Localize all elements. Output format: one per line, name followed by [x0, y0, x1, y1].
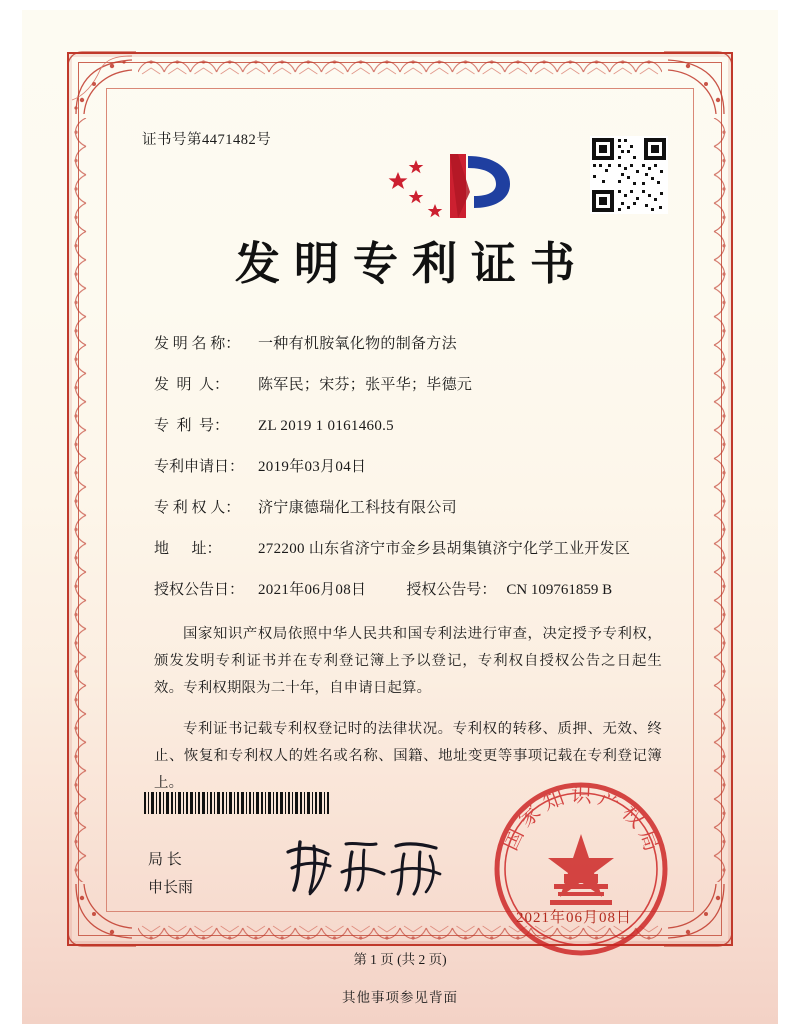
field-value: ZL 2019 1 0161460.5 — [258, 418, 394, 434]
field-label: 发 明 人： — [154, 377, 230, 393]
official-seal-icon — [492, 780, 670, 958]
certificate-content — [142, 128, 668, 812]
ornament-edge-top — [138, 54, 662, 76]
field-label: 专 利 号： — [154, 418, 230, 434]
seal-date: 2021年06月08日 — [516, 910, 633, 926]
certificate-paper — [22, 10, 778, 1024]
ornament-corner-bottom-right — [662, 882, 734, 948]
ornament-corner-bottom-left — [66, 882, 138, 948]
director-label: 局 长 — [148, 852, 182, 868]
field-label: 专 利 权 人： — [154, 500, 241, 516]
handwritten-signature-icon — [280, 832, 460, 902]
paragraph-2: 专利证书记载专利权登记时的法律状况。专利权的转移、质押、无效、终止、恢复和专利权人的姓名或名称、国籍、地址变更等事项记载在专利登记簿上。 — [154, 721, 662, 792]
field-label: 专利申请日： — [154, 459, 245, 475]
field-value: 2019年03月04日 — [258, 459, 367, 475]
field-value: 一种有机胺氧化物的制备方法 — [258, 336, 457, 352]
page-indicator: 第 1 页 (共 2 页) — [353, 952, 447, 967]
field-label: 授权公告日： — [154, 582, 245, 598]
field-address — [154, 537, 668, 558]
field-inventors — [154, 373, 668, 394]
director-name: 申长雨 — [148, 880, 194, 896]
page-title: 发明专利证书 — [234, 237, 589, 290]
field-label: 发 明 名 称： — [154, 336, 241, 352]
field-label-secondary: 授权公告号： — [406, 582, 497, 598]
ornament-edge-left — [68, 118, 90, 882]
certificate-number: 证书号第4471482号 — [142, 132, 272, 148]
director-block — [148, 846, 193, 902]
field-grant-announcement — [154, 578, 668, 599]
footer-note: 其他事项参见背面 — [342, 990, 458, 1005]
cnipa-logo-icon — [388, 146, 538, 224]
field-value: 陈军民；宋芬；张平华；毕德元 — [258, 377, 473, 393]
field-label: 地 址： — [154, 541, 222, 557]
field-value: 2021年06月08日 — [258, 582, 367, 598]
barcode-icon — [144, 792, 332, 814]
field-patentee — [154, 496, 668, 517]
svg-text:国家知识产权局: 国家知识产权局 — [497, 782, 667, 860]
field-application-date — [154, 455, 668, 476]
qr-code-icon — [590, 136, 668, 214]
ornament-corner-top-left — [66, 50, 138, 116]
legal-text — [142, 621, 668, 797]
ornament-corner-top-right — [662, 50, 734, 116]
field-value: 272200 山东省济宁市金乡县胡集镇济宁化学工业开发区 — [258, 541, 631, 557]
paragraph-1: 国家知识产权局依照中华人民共和国专利法进行审查，决定授予专利权，颁发发明专利证书并在专利登记簿上予以登记，专利权自授权公告之日起生效。专利权期限为二十年，自申请日起算。 — [154, 626, 662, 696]
field-value: 济宁康德瑞化工科技有限公司 — [258, 500, 457, 516]
field-list — [142, 332, 668, 599]
field-value-secondary: CN 109761859 B — [506, 582, 613, 598]
ornament-edge-right — [710, 118, 732, 882]
field-patent-number — [154, 414, 668, 435]
field-invention-title — [154, 332, 668, 353]
